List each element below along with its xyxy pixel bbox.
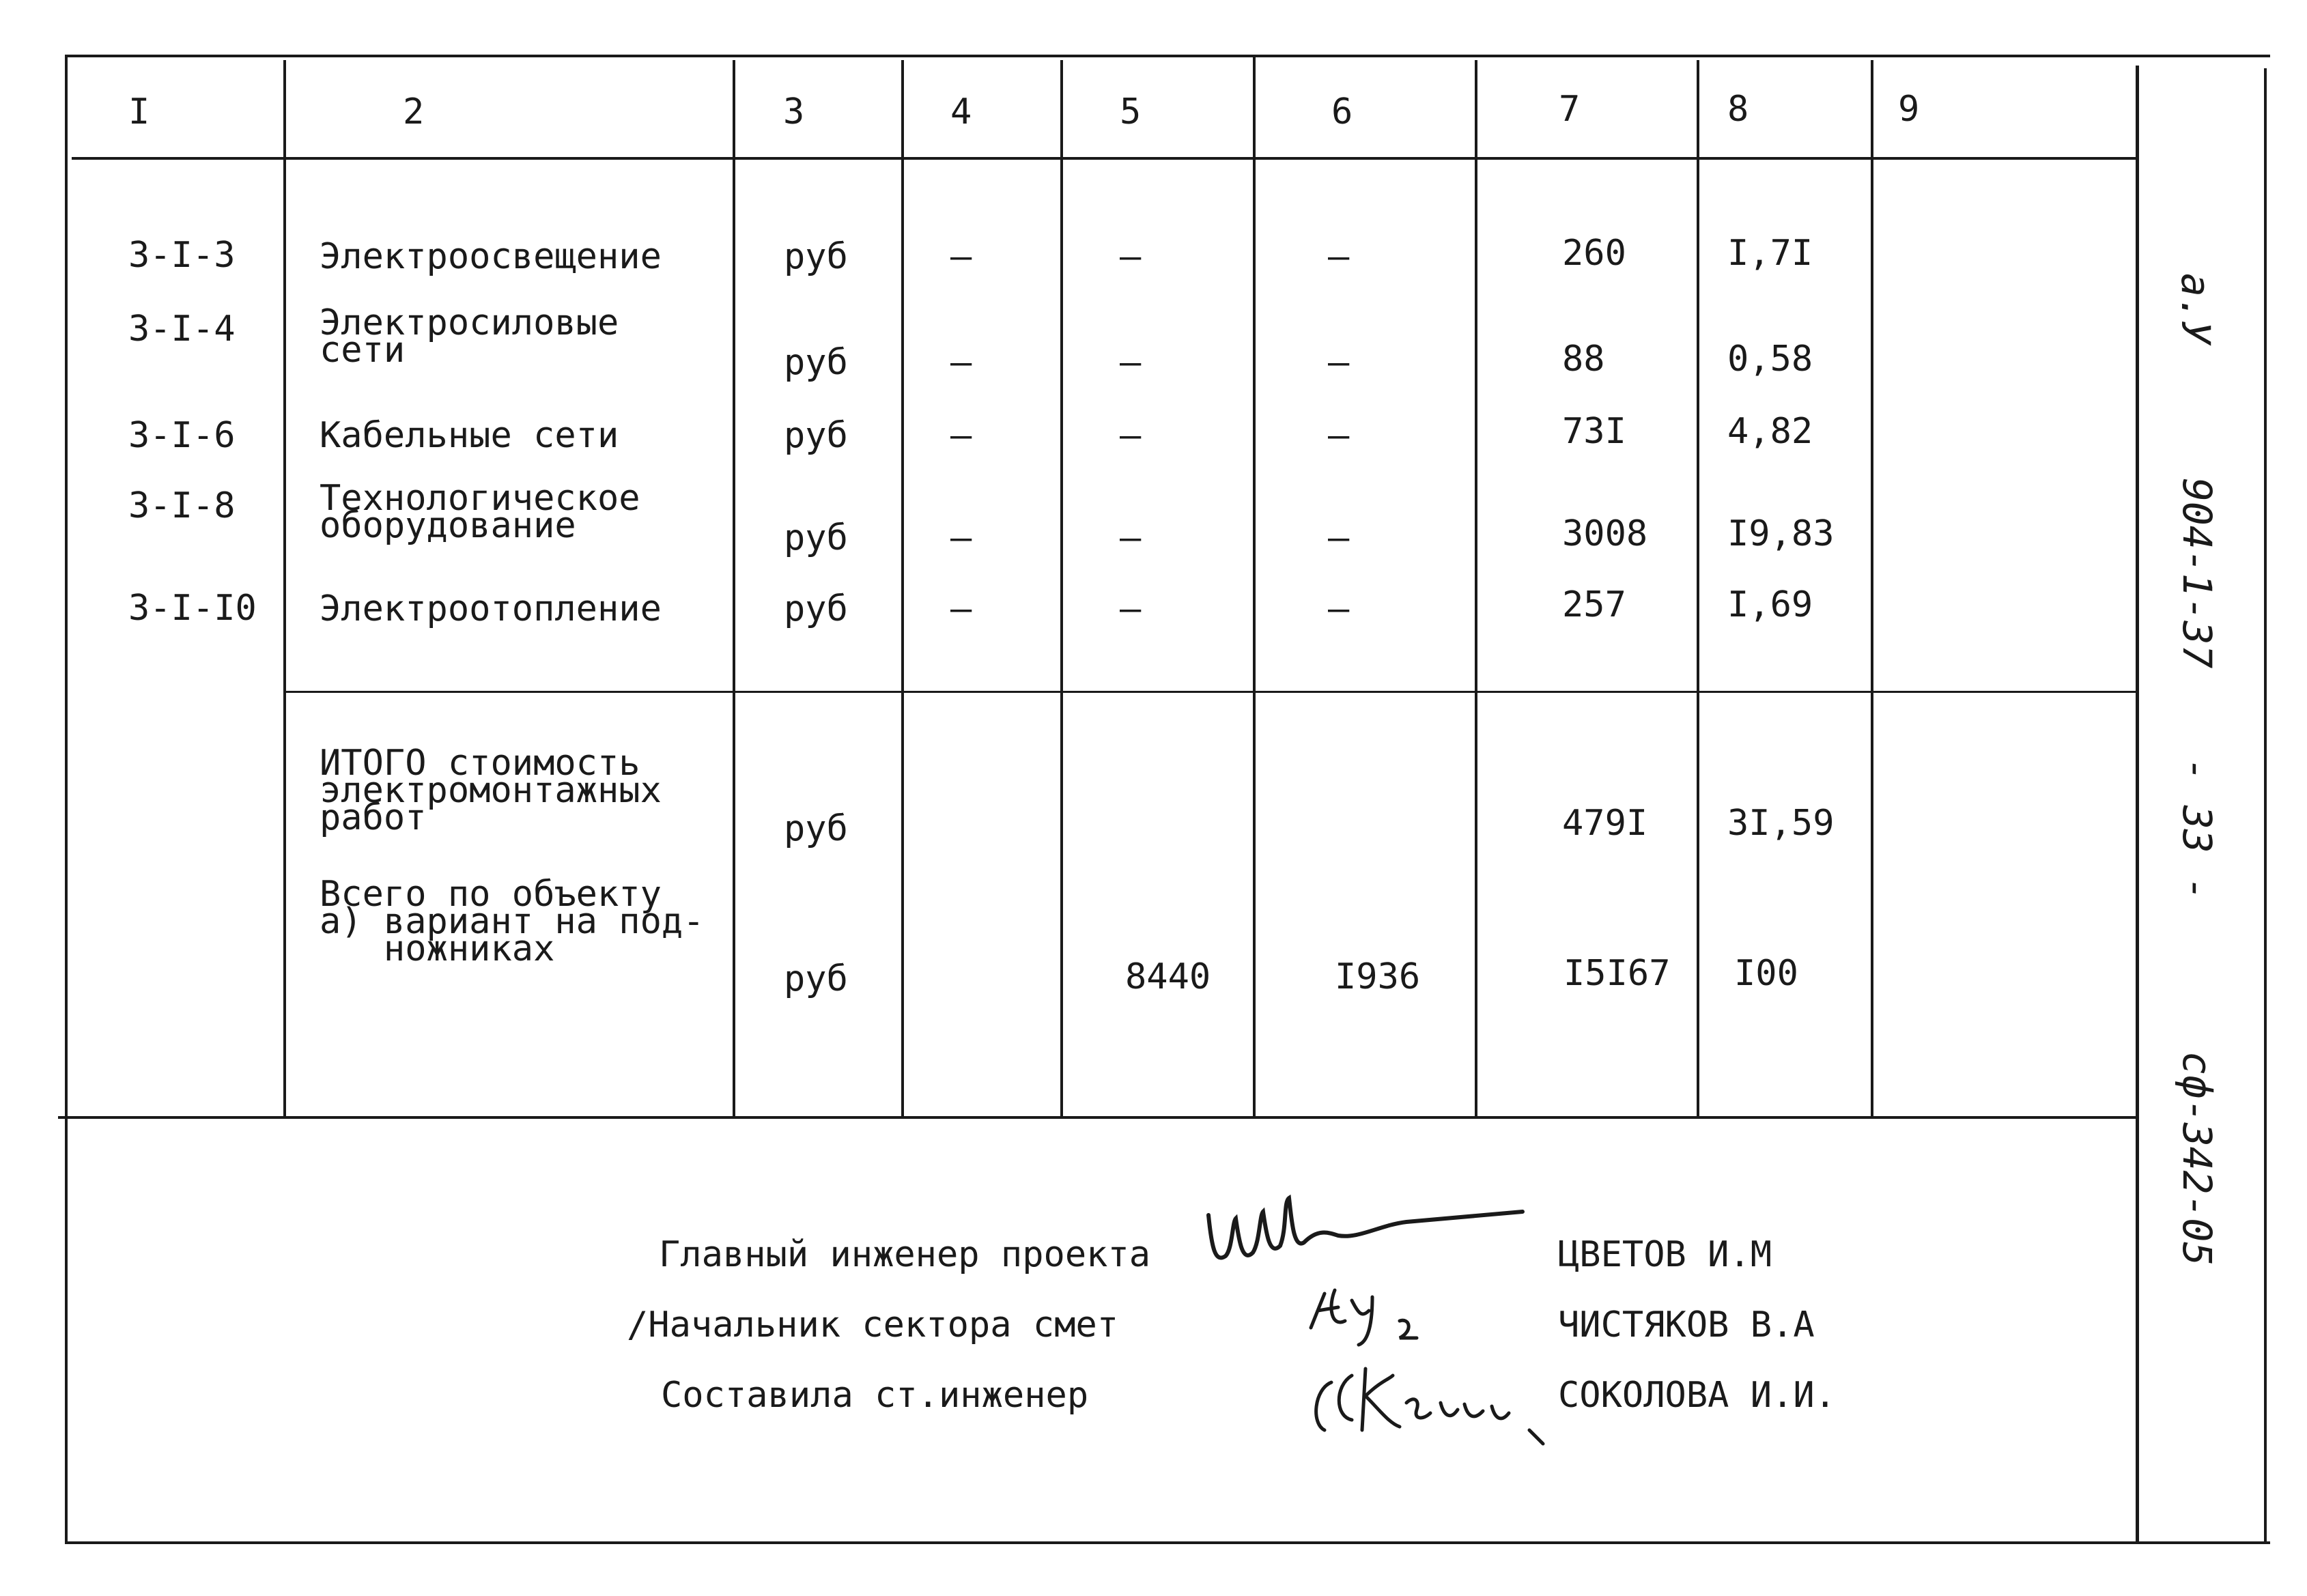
frame-bottom: [65, 1541, 2270, 1544]
col-header-9: 9: [1898, 89, 1920, 130]
row-code: 3-I-I0: [128, 588, 257, 629]
total-col5: 8440: [1125, 956, 1211, 997]
row-col5: –: [1120, 517, 1142, 558]
row-col4: –: [950, 517, 972, 558]
signature-role: Главный инженер проекта: [659, 1234, 1151, 1275]
row-col4: –: [950, 415, 972, 456]
col-divider-7: [1697, 60, 1699, 1118]
row-unit: руб: [784, 517, 848, 558]
col-divider-1: [283, 60, 286, 1118]
row-col8: I9,83: [1727, 513, 1835, 554]
total-col8: 3I,59: [1727, 803, 1835, 844]
row-col6: –: [1328, 342, 1350, 383]
row-name: Электроотопление: [320, 588, 662, 629]
total-col7: 479I: [1562, 803, 1648, 844]
row-col8: I,7I: [1727, 233, 1813, 274]
row-name: Электроосвещение: [320, 236, 662, 277]
row-name: Технологическое оборудование: [320, 478, 640, 546]
total-col8: I00: [1734, 953, 1798, 994]
col-divider-2: [733, 60, 735, 1118]
total-unit: руб: [784, 808, 848, 849]
col-divider-8: [1871, 60, 1873, 1118]
col-header-5: 5: [1120, 91, 1142, 132]
row-col7: 260: [1562, 233, 1626, 274]
row-col5: –: [1120, 415, 1142, 456]
row-col4: –: [950, 342, 972, 383]
col-divider-6: [1475, 60, 1477, 1118]
row-col5: –: [1120, 236, 1142, 277]
total-col6: I936: [1335, 956, 1421, 997]
stamp-divider: [2136, 66, 2139, 1544]
stamp-project-number: 904-1-37: [2174, 478, 2220, 669]
row-col8: 4,82: [1727, 411, 1813, 452]
totals-divider: [285, 691, 2137, 693]
row-col4: –: [950, 588, 972, 629]
row-unit: руб: [784, 342, 848, 383]
row-col7: 3008: [1562, 513, 1648, 554]
col-divider-3: [901, 60, 904, 1118]
row-col6: –: [1328, 415, 1350, 456]
stamp-document-code: сф-342-05: [2174, 1051, 2220, 1266]
col-header-7: 7: [1559, 89, 1581, 130]
row-col5: –: [1120, 342, 1142, 383]
table-bottom-rule: [58, 1116, 2137, 1119]
col-header-4: 4: [950, 91, 972, 132]
col-header-1: I: [128, 91, 150, 132]
row-col4: –: [950, 236, 972, 277]
stamp-album: а.У: [2172, 273, 2219, 345]
row-col6: –: [1328, 236, 1350, 277]
row-col7: 88: [1562, 339, 1605, 380]
col-header-2: 2: [403, 91, 425, 132]
row-unit: руб: [784, 415, 848, 456]
row-col8: 0,58: [1727, 339, 1813, 380]
handwritten-signature-3: [1304, 1355, 1591, 1478]
total-col7: I5I67: [1563, 953, 1671, 994]
row-col7: 257: [1562, 584, 1626, 625]
row-col6: –: [1328, 588, 1350, 629]
total-unit: руб: [784, 958, 848, 999]
signature-name: СОКОЛОВА И.И.: [1558, 1375, 1836, 1416]
row-col7: 73I: [1562, 411, 1626, 452]
frame-left: [65, 55, 68, 1544]
row-name: Электросиловые сети: [320, 302, 619, 371]
signature-role: /Начальник сектора смет: [627, 1305, 1119, 1345]
row-unit: руб: [784, 236, 848, 277]
row-code: 3-I-4: [128, 309, 236, 350]
signature-name: ЦВЕТОВ И.М: [1558, 1234, 1772, 1275]
row-col8: I,69: [1727, 584, 1813, 625]
signature-role: Составила ст.инженер: [661, 1375, 1089, 1416]
row-code: 3-I-3: [128, 235, 236, 276]
signature-name: ЧИСТЯКОВ В.А: [1558, 1305, 1815, 1345]
row-col6: –: [1328, 517, 1350, 558]
total-name: Всего по объекту а) вариант на под- ножниках: [320, 874, 705, 969]
row-code: 3-I-8: [128, 485, 236, 526]
total-name: ИТОГО стоимость электромонтажных работ: [320, 743, 662, 838]
header-divider: [72, 157, 2137, 160]
col-header-6: 6: [1331, 91, 1353, 132]
handwritten-signature-2: [1297, 1280, 1475, 1355]
col-header-8: 8: [1727, 89, 1749, 130]
col-divider-4: [1060, 60, 1063, 1118]
row-code: 3-I-6: [128, 415, 236, 456]
col-header-3: 3: [783, 91, 805, 132]
stamp-page-number: - 33 -: [2174, 758, 2220, 901]
frame-right: [2264, 68, 2267, 1544]
col-divider-5: [1253, 56, 1256, 1118]
frame-top: [65, 55, 2270, 57]
row-name: Кабельные сети: [320, 415, 619, 456]
row-unit: руб: [784, 588, 848, 629]
row-col5: –: [1120, 588, 1142, 629]
handwritten-signature-1: [1202, 1188, 1543, 1283]
